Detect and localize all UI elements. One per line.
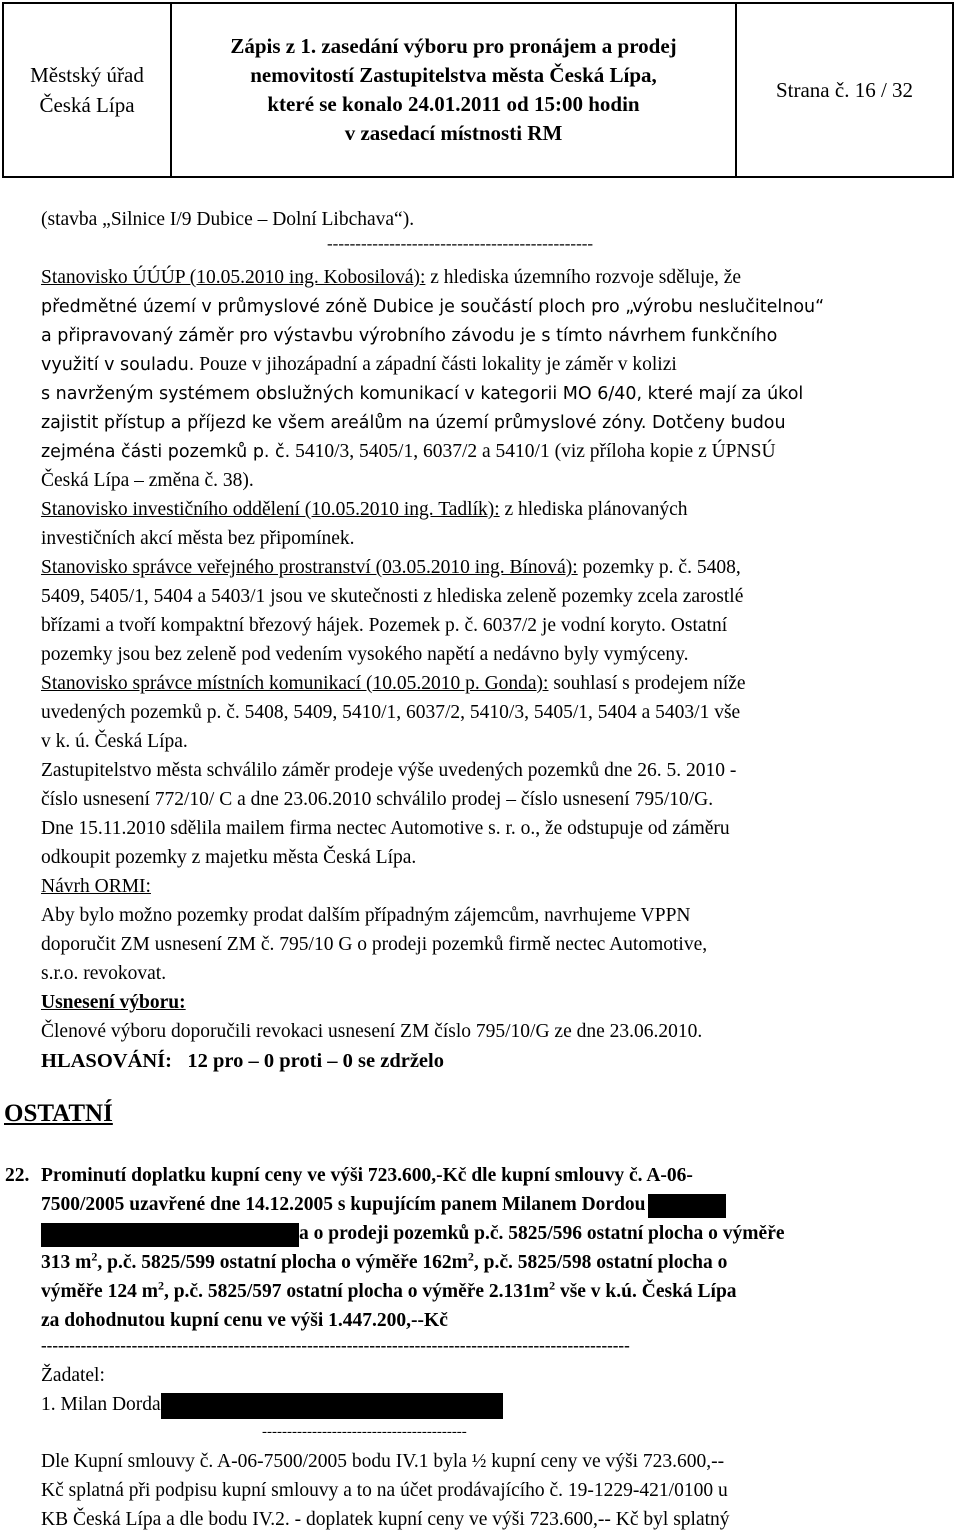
opinion-heading: Stanovisko správce veřejného prostranství (03.05.2010 ing. Bínová): <box>41 557 578 578</box>
body-text: využití v souladu. <box>41 355 195 375</box>
body-line: Aby bylo možno pozemky prodat dalším případným zájemcům, navrhujeme VPPN <box>41 905 691 926</box>
proposal-heading: Návrh ORMI: <box>41 876 151 897</box>
body-text: zejména části pozemků p. č. <box>41 442 291 462</box>
separator-line: ----------------------------------------- <box>262 1424 467 1440</box>
opinion-heading: Stanovisko správce místních komunikací (10.05.2010 p. Gonda): <box>41 673 549 694</box>
body-text: z hlediska plánovaných <box>499 499 688 520</box>
body-line <box>41 670 746 698</box>
resolution-heading: Usnesení výboru: <box>41 992 186 1013</box>
body-line: odkoupit pozemky z majetku města Česká Lípa. <box>41 847 417 868</box>
separator-line: -------------------------------------------------------------------------------------------------------- <box>41 1336 630 1355</box>
body-text: pozemky p. č. 5408, <box>577 557 741 578</box>
applicant-name: 1. Milan Dorda <box>41 1394 161 1415</box>
applicant-label: Žadatel: <box>41 1365 105 1386</box>
body-line: Členové výboru doporučili revokaci usnesení ZM číslo 795/10/G ze dne 23.06.2010. <box>41 1021 703 1042</box>
body-line: doporučit ZM usnesení ZM č. 795/10 G o prodeji pozemků firmě nectec Automotive, <box>41 934 708 955</box>
body-line: číslo usnesení 772/10/ C a dne 23.06.2010 schválilo prodej – číslo usnesení 795/10/G. <box>41 789 714 810</box>
body-line: 5409, 5405/1, 5404 a 5403/1 jsou ve skutečnosti z hlediska zeleně pozemky zcela zarostlé <box>41 586 744 607</box>
item-heading-text: , p.č. 5825/599 ostatní plocha o výměře 162m <box>97 1252 468 1273</box>
redaction-block <box>161 1393 503 1419</box>
superscript: 2 <box>549 1278 556 1293</box>
body-line: Česká Lípa – změna č. 38). <box>41 470 254 491</box>
item-heading-line: za dohodnutou kupní cenu ve výši 1.447.200,--Kč <box>41 1310 448 1331</box>
item-heading-text: , p.č. 5825/598 ostatní plocha o <box>473 1252 728 1273</box>
body-text: z hlediska územního rozvoje sděluje, že <box>425 267 742 288</box>
office-line: Městský úřad <box>30 63 144 87</box>
separator-line: ----------------------------------------------- <box>327 234 594 253</box>
body-line: pozemky jsou bez zeleně pod vedením vysokého napětí a nedávno byly vymýceny. <box>41 644 689 665</box>
item-heading-text: vše v k.ú. Česká Lípa <box>555 1281 737 1302</box>
body-text: 5410/3, 5405/1, 6037/2 a 5410/1 (viz příloha kopie z ÚPNSÚ <box>290 441 776 462</box>
opinion-heading: Stanovisko ÚÚÚP (10.05.2010 ing. Kobosilová): <box>41 267 426 288</box>
body-line: uvedených pozemků p. č. 5408, 5409, 5410/1, 6037/2, 5410/3, 5405/1, 5404 a 5403/1 vše <box>41 702 741 723</box>
body-line <box>41 496 688 524</box>
body-line: Kč splatná při podpisu kupní smlouvy a to na účet prodávajícího č. 19-1229-421/0100 u <box>41 1480 728 1501</box>
item-heading-text: výměře 124 m <box>41 1281 158 1302</box>
document-title <box>172 4 737 176</box>
office-line: Česká Lípa <box>39 93 135 117</box>
applicant-line <box>41 1391 503 1419</box>
body-line <box>41 554 741 582</box>
body-text: Pouze v jihozápadní a západní části lokality je záměr v kolizi <box>194 354 677 375</box>
title-line: nemovitostí Zastupitelstva města Česká Lípa, <box>250 63 657 87</box>
body-line: v k. ú. Česká Lípa. <box>41 731 188 752</box>
body-line: Dle Kupní smlouvy č. A-06-7500/2005 bodu IV.1 byla ½ kupní ceny ve výši 723.600,-- <box>41 1451 725 1472</box>
body-text: souhlasí s prodejem níže <box>548 673 746 694</box>
item-number: 22. <box>5 1165 30 1186</box>
item-heading-line <box>41 1278 737 1306</box>
body-line: Zastupitelstvo města schválilo záměr prodeje výše uvedených pozemků dne 26. 5. 2010 - <box>41 760 737 781</box>
body-line: břízami a tvoří kompaktní březový hájek. Pozemek p. č. 6037/2 je vodní koryto. Ostatní <box>41 615 728 636</box>
body-line: Dne 15.11.2010 sdělila mailem firma nectec Automotive s. r. o., že odstupuje od záměru <box>41 818 730 839</box>
item-heading-text: 313 m <box>41 1252 92 1273</box>
body-line: s navrženým systémem obslužných komunikací v kategorii MO 6/40, které mají za úkol <box>41 384 804 404</box>
section-title: OSTATNÍ <box>4 1100 113 1127</box>
title-line: které se konalo 24.01.2011 od 15:00 hodin <box>267 92 640 116</box>
opinion-heading: Stanovisko investičního oddělení (10.05.2010 ing. Tadlík): <box>41 499 500 520</box>
item-heading-text: , p.č. 5825/597 ostatní plocha o výměře 2.131m <box>163 1281 550 1302</box>
page-number: Strana č. 16 / 32 <box>775 77 914 102</box>
item-heading-line <box>41 1220 785 1248</box>
body-line: KB Česká Lípa a dle bodu IV.2. - doplatek kupní ceny ve výši 723.600,-- Kč byl splatný <box>41 1509 730 1530</box>
superscript: 2 <box>157 1278 164 1293</box>
body-line: zajistit přístup a příjezd ke všem areálům na území průmyslové zóny. Dotčeny budou <box>41 413 786 433</box>
vote-result: HLASOVÁNÍ: 12 pro – 0 proti – 0 se zdrželo <box>41 1050 444 1072</box>
body-line <box>41 351 677 379</box>
redaction-block <box>648 1194 726 1218</box>
body-line: s.r.o. revokovat. <box>41 963 167 984</box>
body-line <box>41 438 776 466</box>
item-heading-text: a o prodeji pozemků p.č. 5825/596 ostatní plocha o výměře <box>299 1223 785 1244</box>
page-header <box>2 2 954 178</box>
superscript: 2 <box>91 1249 98 1264</box>
item-heading-line: Prominutí doplatku kupní ceny ve výši 723.600,-Kč dle kupní smlouvy č. A-06- <box>41 1165 693 1186</box>
item-heading-text: 7500/2005 uzavřené dne 14.12.2005 s kupujícím panem Milanem Dordou <box>41 1194 646 1215</box>
title-line: v zasedací místnosti RM <box>344 121 563 145</box>
item-heading-line <box>41 1191 726 1219</box>
body-line: investičních akcí města bez připomínek. <box>41 528 355 549</box>
superscript: 2 <box>467 1249 474 1264</box>
body-line: a připravovaný záměr pro výstavbu výrobního závodu je s tímto návrhem funkčního <box>41 326 778 346</box>
body-line <box>41 264 741 292</box>
item-heading-line <box>41 1249 727 1277</box>
body-line: předmětné území v průmyslové zóně Dubice je součástí ploch pro „výrobu neslučitelnou“ <box>41 297 825 317</box>
title-line: Zápis z 1. zasedání výboru pro pronájem a prodej <box>230 34 677 58</box>
body-line: (stavba „Silnice I/9 Dubice – Dolní Libchava“). <box>41 209 415 230</box>
redaction-block <box>41 1223 299 1247</box>
office-name <box>4 4 172 176</box>
